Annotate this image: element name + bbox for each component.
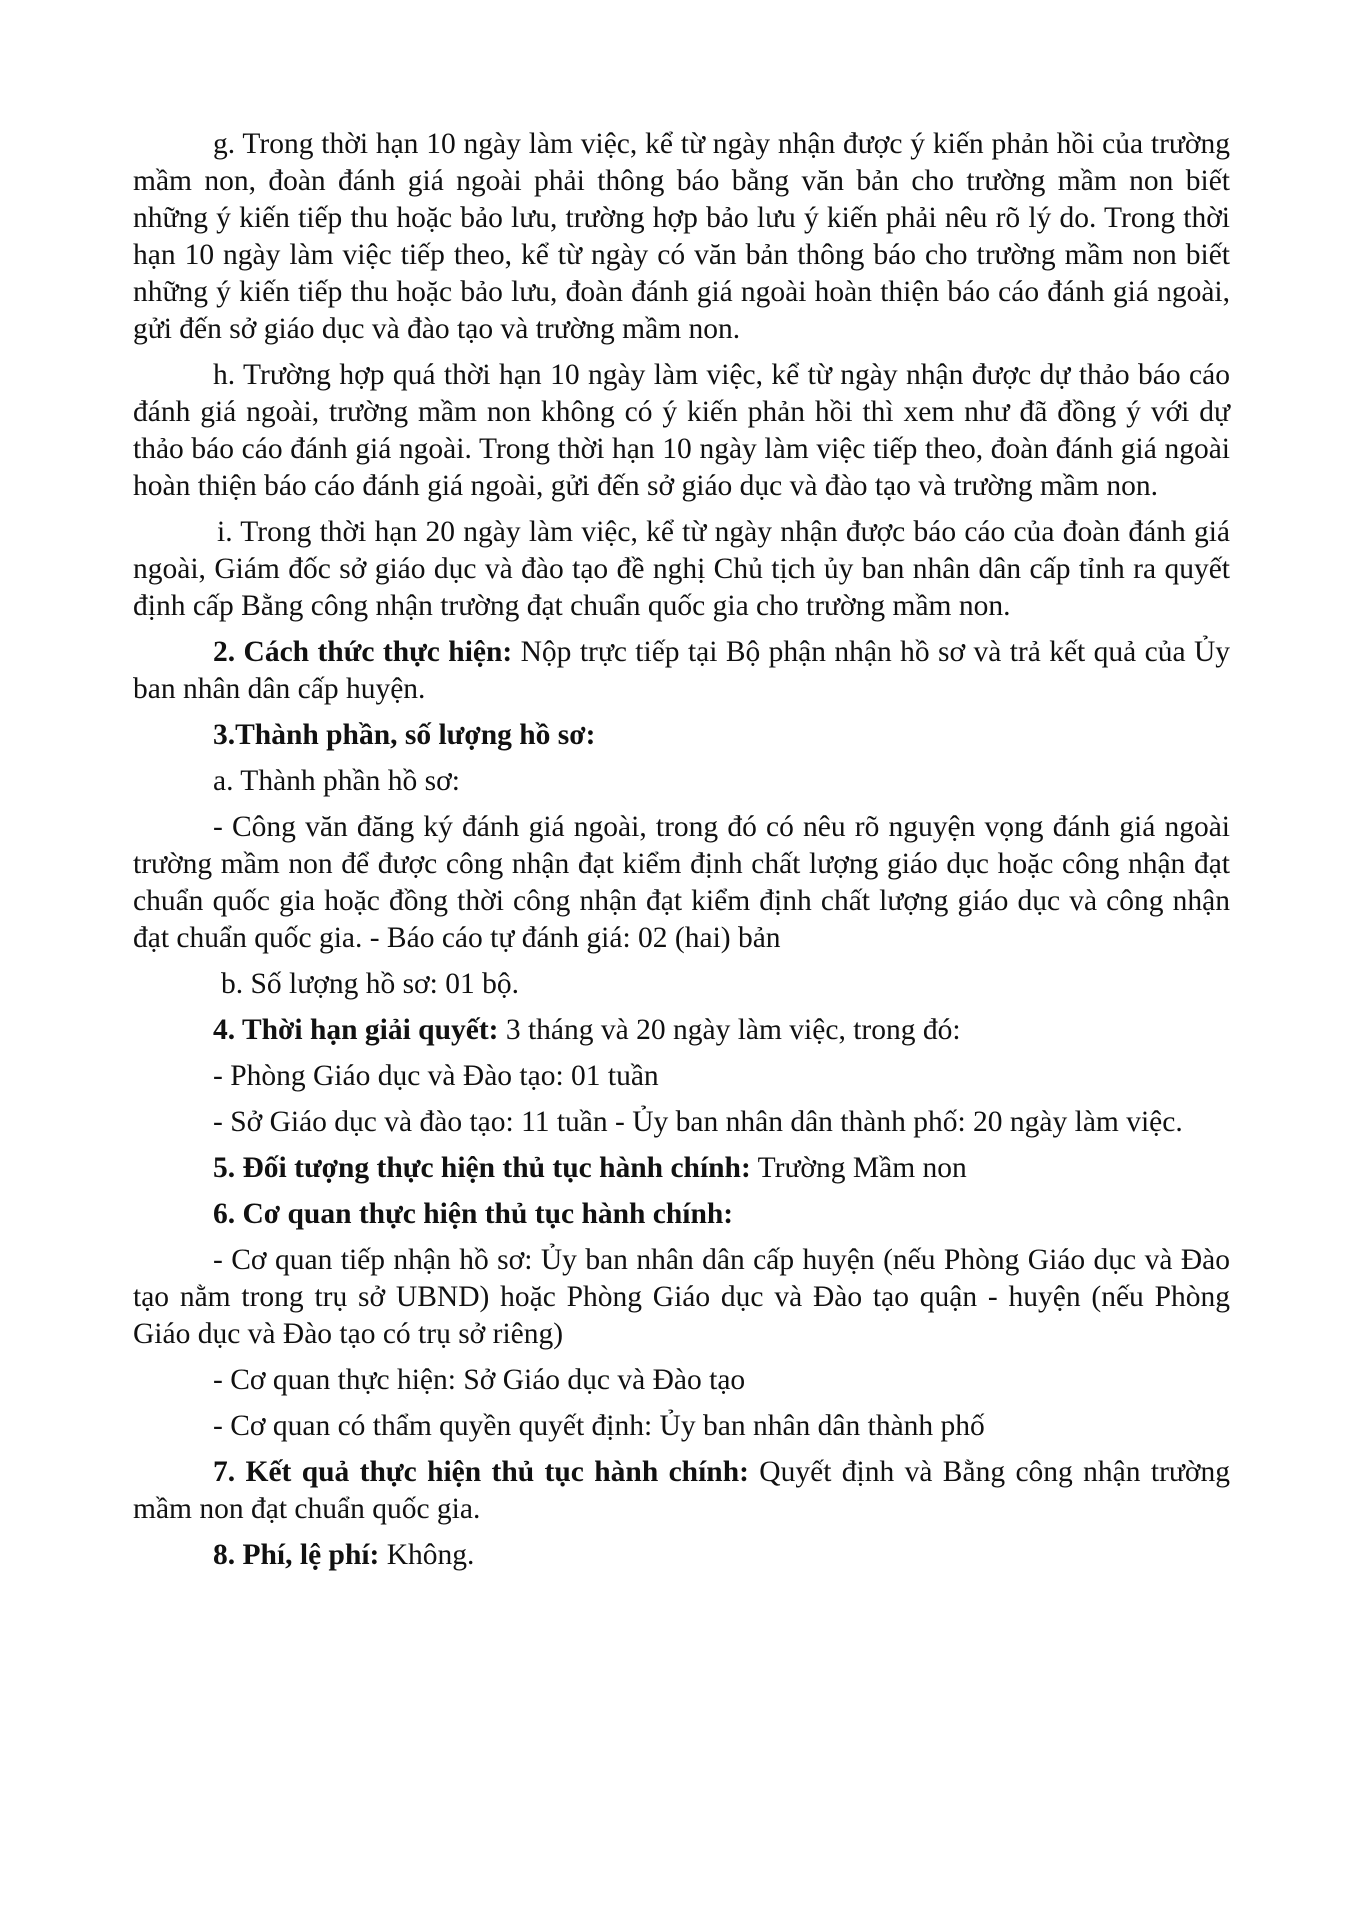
section-2 xyxy=(133,634,1230,708)
section-3-a-text: - Công văn đăng ký đánh giá ngoài, trong đó có nêu rõ nguyện vọng đánh giá ngoài trường mầm non để được công nhận đạt kiểm định chất lượng giáo dục hoặc công nhận đạt chuẩn quốc gia hoặc đồng thời công nhận đạt kiểm định chất lượng giáo dục và công nhận đạt chuẩn quốc gia. - Báo cáo tự đánh giá: 02 (hai) bản xyxy=(133,811,1230,954)
section-4-item-1: - Phòng Giáo dục và Đào tạo: 01 tuần xyxy=(213,1060,659,1092)
document-page xyxy=(133,126,1230,1583)
section-6-item-3: - Cơ quan có thẩm quyền quyết định: Ủy ban nhân dân thành phố xyxy=(213,1410,985,1442)
section-7 xyxy=(133,1454,1230,1528)
section-6-item-2: - Cơ quan thực hiện: Sở Giáo dục và Đào tạo xyxy=(213,1364,746,1396)
section-4-heading: 4. Thời hạn giải quyết: xyxy=(213,1014,499,1046)
paragraph-i: i. Trong thời hạn 20 ngày làm việc, kể từ ngày nhận được báo cáo của đoàn đánh giá ngoài, Giám đốc sở giáo dục và đào tạo đề nghị Chủ tịch ủy ban nhân dân cấp tỉnh ra quyết định cấp Bằng công nhận trường đạt chuẩn quốc gia cho trường mầm non. xyxy=(133,516,1230,622)
section-3-b-text: b. Số lượng hồ sơ: 01 bộ. xyxy=(221,968,519,1000)
section-4-text: 3 tháng và 20 ngày làm việc, trong đó: xyxy=(498,1014,961,1046)
section-2-heading: 2. Cách thức thực hiện: xyxy=(213,636,513,668)
section-6-item-1: - Cơ quan tiếp nhận hồ sơ: Ủy ban nhân dân cấp huyện (nếu Phòng Giáo dục và Đào tạo nằm trong trụ sở UBND) hoặc Phòng Giáo dục và Đào tạo quận - huyện (nếu Phòng Giáo dục và Đào tạo có trụ sở riêng) xyxy=(133,1244,1230,1350)
paragraph-g: g. Trong thời hạn 10 ngày làm việc, kể từ ngày nhận được ý kiến phản hồi của trường mầm non, đoàn đánh giá ngoài phải thông báo bằng văn bản cho trường mầm non biết những ý kiến tiếp thu hoặc bảo lưu, trường hợp bảo lưu ý kiến phải nêu rõ lý do. Trong thời hạn 10 ngày làm việc tiếp theo, kể từ ngày có văn bản thông báo cho trường mầm non biết những ý kiến tiếp thu hoặc bảo lưu, đoàn đánh giá ngoài hoàn thiện báo cáo đánh giá ngoài, gửi đến sở giáo dục và đào tạo và trường mầm non. xyxy=(133,128,1230,345)
section-3-heading: 3.Thành phần, số lượng hồ sơ: xyxy=(213,719,596,751)
paragraph-h: h. Trường hợp quá thời hạn 10 ngày làm việc, kể từ ngày nhận được dự thảo báo cáo đánh giá ngoài, trường mầm non không có ý kiến phản hồi thì xem như đã đồng ý với dự thảo báo cáo đánh giá ngoài. Trong thời hạn 10 ngày làm việc tiếp theo, đoàn đánh giá ngoài hoàn thiện báo cáo đánh giá ngoài, gửi đến sở giáo dục và đào tạo và trường mầm non. xyxy=(133,359,1230,502)
section-3-heading-line xyxy=(133,717,1230,754)
section-6-heading: 6. Cơ quan thực hiện thủ tục hành chính: xyxy=(213,1198,734,1230)
section-8-text: Không. xyxy=(379,1539,475,1571)
section-7-text: Quyết định và Bằng công nhận trường mầm non đạt chuẩn quốc gia. xyxy=(133,1456,1230,1525)
section-5-heading: 5. Đối tượng thực hiện thủ tục hành chính: xyxy=(213,1152,751,1184)
section-2-text: Nộp trực tiếp tại Bộ phận nhận hồ sơ và trả kết quả của Ủy ban nhân dân cấp huyện. xyxy=(133,636,1230,705)
section-6-heading-line xyxy=(133,1196,1230,1233)
section-7-heading: 7. Kết quả thực hiện thủ tục hành chính: xyxy=(213,1456,749,1488)
section-4 xyxy=(133,1012,1230,1049)
section-5 xyxy=(133,1150,1230,1187)
section-8 xyxy=(133,1537,1230,1574)
section-4-item-2: - Sở Giáo dục và đào tạo: 11 tuần - Ủy ban nhân dân thành phố: 20 ngày làm việc. xyxy=(213,1106,1183,1138)
section-3-a-label: a. Thành phần hồ sơ: xyxy=(213,765,460,797)
section-5-text: Trường Mầm non xyxy=(750,1152,967,1184)
section-8-heading: 8. Phí, lệ phí: xyxy=(213,1539,380,1571)
